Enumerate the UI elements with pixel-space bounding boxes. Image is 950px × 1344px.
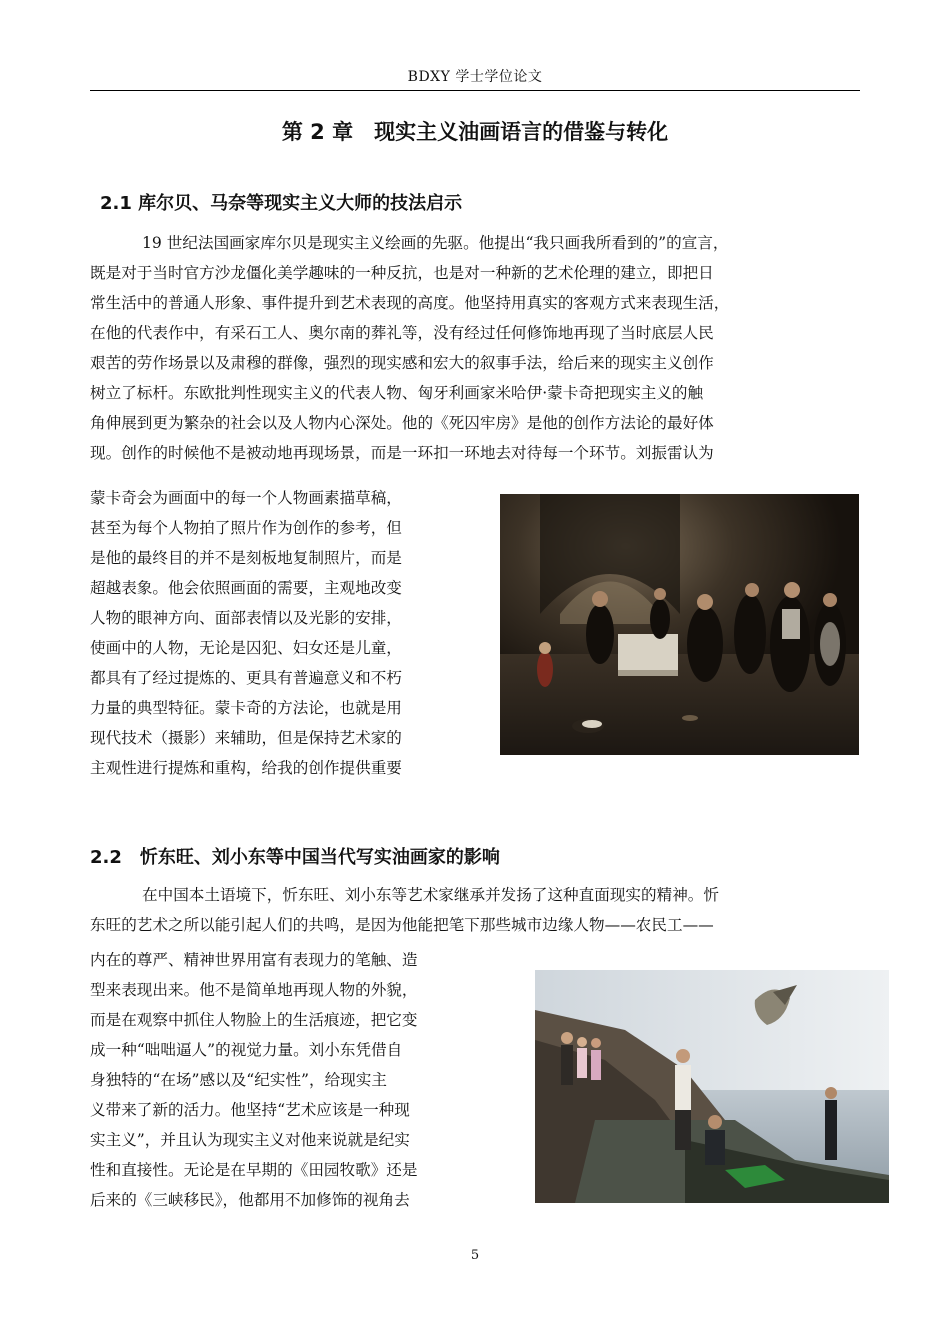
section-title-2-1: 2.1 库尔贝、马奈等现实主义大师的技法启示 [100,193,463,214]
text-line: 型来表现出来。他不是简单地再现人物的外貌， [90,981,418,999]
section-title-2-2: 2.2 忻东旺、刘小东等中国当代写实油画家的影响 [90,847,500,868]
section-2-2-wrapped-body [90,945,520,1215]
text-line: 是他的最终目的并不是刻板地复制照片，而是 [90,549,402,567]
section-2-2-body [90,880,860,940]
text-line: 后来的《三峡移民》，他都用不加修饰的视角去 [90,1191,410,1209]
painting-condemned-cell-svg [500,494,859,755]
text-line: 力量的典型特征。蒙卡奇的方法论，也就是用 [90,699,402,717]
text-line: 现代技术（摄影）来辅助，但是保持艺术家的 [90,729,402,747]
text-line: 而是在观察中抓住人物脸上的生活痕迹，把它变 [90,1011,418,1029]
text-line: 义带来了新的活力。他坚持“艺术应该是一种现 [90,1101,410,1119]
running-header: BDXY 学士学位论文 [407,69,543,85]
text-line: 常生活中的普通人形象、事件提升到艺术表现的高度。他坚持用真实的客观方式来表现生活， [90,294,730,312]
text-line: 在他的代表作中，有采石工人、奥尔南的葬礼等，没有经过任何修饰地再现了当时底层人民 [90,324,714,342]
text-line: 都具有了经过提炼的、更具有普遍意义和不朽 [90,669,402,687]
painting-condemned-cell-image [500,494,859,755]
painting-three-gorges-svg [535,970,889,1203]
painting-three-gorges-image [535,970,889,1203]
chapter-title: 第 2 章 现实主义油画语言的借鉴与转化 [281,120,669,144]
text-line: 实主义”，并且认为现实主义对他来说就是纪实 [90,1131,410,1149]
text-line: 树立了标杆。东欧批判性现实主义的代表人物、匈牙利画家米哈伊·蒙卡奇把现实主义的触 [90,384,704,402]
section-2-1-wrapped-body [90,483,495,783]
text-line: 东旺的艺术之所以能引起人们的共鸣，是因为他能把笔下那些城市边缘人物——农民工—— [90,916,714,934]
section-2-1-body [90,228,860,468]
text-line: 成一种“咄咄逼人”的视觉力量。刘小东凭借自 [90,1041,403,1059]
text-line: 蒙卡奇会为画面中的每一个人物画素描草稿， [90,489,402,507]
text-line: 人物的眼神方向、面部表情以及光影的安排， [90,609,402,627]
page-number: 5 [470,1248,480,1263]
text-line: 使画中的人物，无论是囚犯、妇女还是儿童， [90,639,402,657]
text-line: 甚至为每个人物拍了照片作为创作的参考，但 [90,519,402,537]
text-line: 既是对于当时官方沙龙僵化美学趣味的一种反抗，也是对一种新的艺术伦理的建立，即把日 [90,264,714,282]
text-line: 身独特的“在场”感以及“纪实性”，给现实主 [90,1071,387,1089]
text-line: 现。创作的时候他不是被动地再现场景，而是一环扣一环地去对待每一个环节。刘振雷认为 [90,444,714,462]
header-rule [90,90,860,91]
text-line: 性和直接性。无论是在早期的《田园牧歌》还是 [90,1161,418,1179]
text-line: 内在的尊严、精神世界用富有表现力的笔触、造 [90,951,418,969]
text-line: 艰苦的劳作场景以及肃穆的群像，强烈的现实感和宏大的叙事手法，给后来的现实主义创作 [90,354,714,372]
text-line: 主观性进行提炼和重构，给我的创作提供重要 [90,759,402,777]
text-line: 在中国本土语境下，忻东旺、刘小东等艺术家继承并发扬了这种直面现实的精神。忻 [142,886,719,904]
text-line: 超越表象。他会依照画面的需要，主观地改变 [90,579,402,597]
text-line: 19 世纪法国画家库尔贝是现实主义绘画的先驱。他提出“我只画我所看到的”的宣言， [142,234,729,252]
text-line: 角伸展到更为繁杂的社会以及人物内心深处。他的《死囚牢房》是他的创作方法论的最好体 [90,414,714,432]
